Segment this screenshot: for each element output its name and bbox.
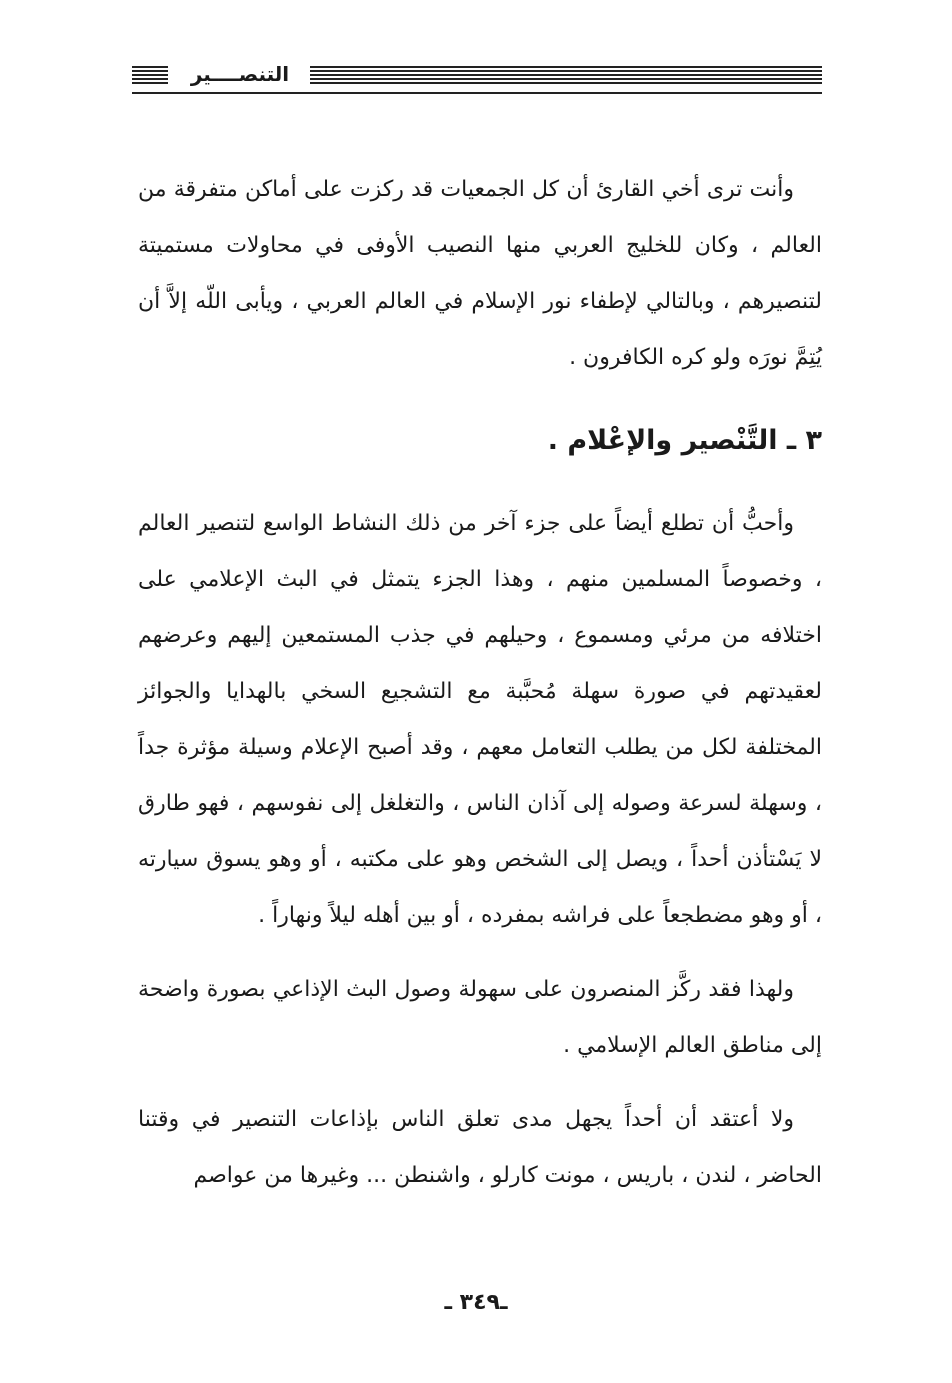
page-body [138, 162, 822, 1204]
paragraph-3: ولهذا فقد ركَّز المنصرون على سهولة وصول البث الإذاعي بصورة واضحة إلى مناطق العالم الإسلامي . [138, 977, 822, 1058]
section-heading: ٣ ـ التَّنْصير والإعْلام . [547, 425, 822, 456]
page-number: ـ٣٤٩ ـ [444, 1290, 508, 1315]
paragraph-1: وأنت ترى أخي القارئ أن كل الجمعيات قد ركزت على أماكن متفرقة من العالم ، وكان للخليج العربي منها النصيب الأوفى في محاولات مستميتة لتنصيرهم ، وبالتالي لإطفاء نور الإسلام في العالم العربي ، ويأبى اللّه إلاَّ أن يُتِمَّ نورَه ولو كره الكافرون . [138, 177, 822, 370]
running-header-title: التنصــــير [190, 62, 290, 86]
running-header [132, 60, 822, 92]
paragraph-4: ولا أعتقد أن أحداً يجهل مدى تعلق الناس بإذاعات التنصير في وقتنا الحاضر ، لندن ، باريس ، مونت كارلو ، واشنطن ... وغيرها من عواصم [138, 1107, 822, 1188]
header-ornament-right [310, 66, 822, 84]
paragraph-2: وأحبُّ أن تطلع أيضاً على جزء آخر من ذلك النشاط الواسع لتنصير العالم ، وخصوصاً المسلمين منهم ، وهذا الجزء يتمثل في البث الإعلامي على اختلافه من مرئي ومسموع ، وحيلهم في جذب المستمعين إليهم وعرضهم لعقيدتهم في صورة سهلة مُحبَّبة مع التشجيع السخي بالهدايا والجوائز المختلفة لكل من يطلب التعامل معهم ، وقد أصبح الإعلام وسيلة مؤثرة جداً ، وسهلة لسرعة وصوله إلى آذان الناس ، والتغلغل إلى نفوسهم ، فهو طارق لا يَسْتأذن أحداً ، ويصل إلى الشخص وهو على مكتبه ، أو وهو يسوق سيارته ، أو وهو مضطجعاً على فراشه بمفرده ، أو بين أهله ليلاً ونهاراً . [138, 511, 822, 928]
header-ornament-left [132, 66, 168, 84]
header-rule [132, 92, 822, 94]
